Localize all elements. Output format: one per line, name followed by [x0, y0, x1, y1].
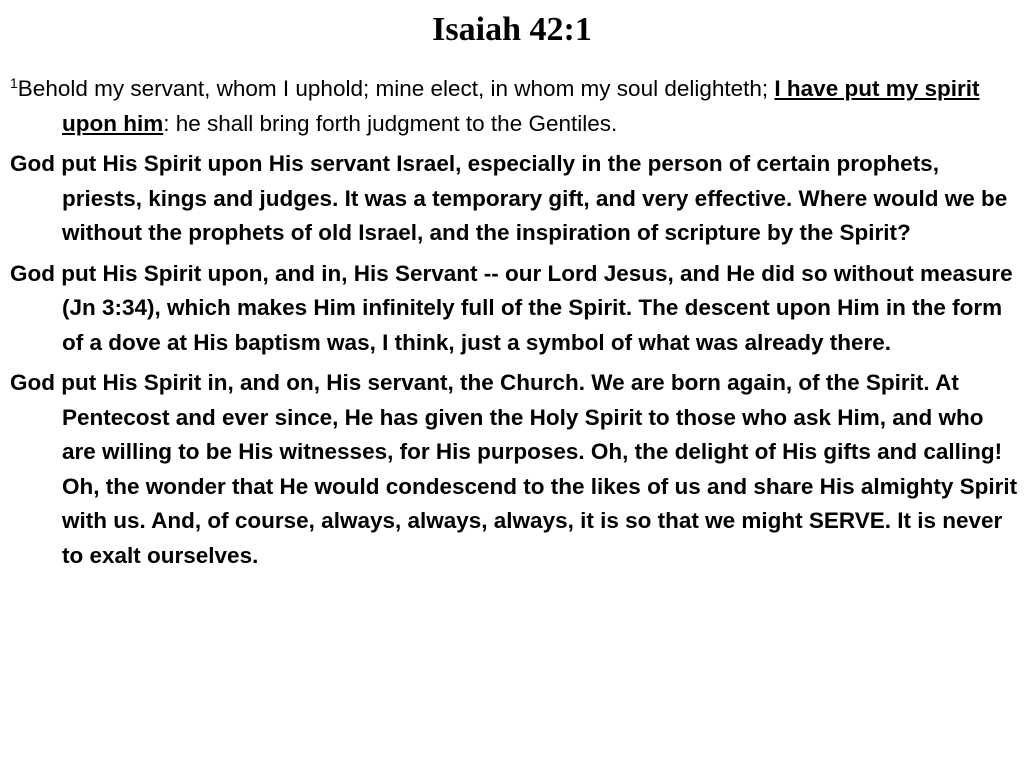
slide-title: Isaiah 42:1 [432, 11, 592, 48]
slide-body [10, 72, 1018, 579]
paragraph-jesus: God put His Spirit upon, and in, His Servant -- our Lord Jesus, and He did so without measure (Jn 3:34), which makes Him infinitely full of the Spirit. The descent upon Him in the form of a dove at His baptism was, I think, just a symbol of what was already there. [10, 260, 1013, 355]
verse-text-before: Behold my servant, whom I uphold; mine elect, in whom my soul delighteth; [17, 76, 775, 101]
paragraph-israel: God put His Spirit upon His servant Israel, especially in the person of certain prophets, priests, kings and judges. It was a temporary gift, and very effective. Where would we be without the prophets of old Israel, and the inspiration of scripture by the Spirit? [10, 151, 1008, 245]
verse-text-after: : he shall bring forth judgment to the Gentiles. [163, 110, 618, 136]
paragraph-church: God put His Spirit in, and on, His servant, the Church. We are born again, of the Spirit. At Pentecost and ever since, He has given the Holy Spirit to those who ask Him, and who are willing to be His witnesses, for His purposes. Oh, the delight of His gifts and calling! Oh, the wonder that He would condescend to the likes of us and share His almighty Spirit with us. And, of course, always, always, always, it is so that we might SERVE. It is never to exalt ourselves. [10, 370, 1018, 568]
verse-paragraph [10, 72, 1018, 141]
verse-emphasis: I have put my spirit upon him [62, 76, 980, 136]
verse-number: 1 [10, 75, 18, 91]
